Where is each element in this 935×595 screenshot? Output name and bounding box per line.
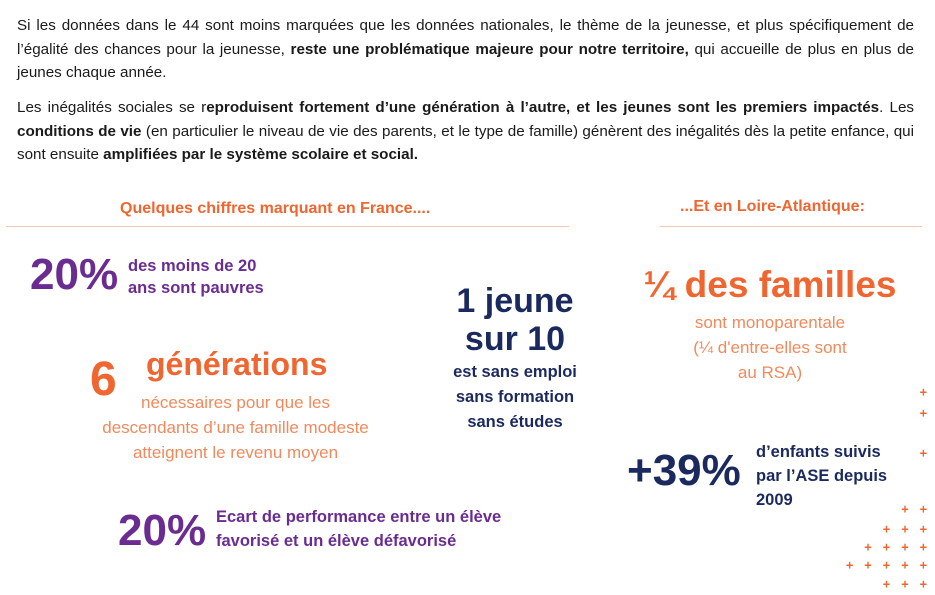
stat-poverty-value: 20% bbox=[30, 250, 119, 299]
plus-pattern-row-3: + bbox=[919, 446, 929, 460]
stat-ase-line3: 2009 bbox=[756, 491, 793, 509]
stat-families-value: ¼ des familles bbox=[643, 264, 897, 305]
plus-pattern-row-8: + + + bbox=[882, 577, 929, 591]
plus-pattern-row-4: + + bbox=[901, 502, 929, 516]
p2-bold-amplified: amplifiées par le système scolaire et social. bbox=[103, 146, 419, 163]
plus-pattern-row-2: + bbox=[919, 406, 929, 420]
stat-families-line2: (¼ d'entre-elles sont bbox=[693, 338, 847, 357]
stat-ase-line2: par l’ASE depuis bbox=[756, 467, 888, 485]
stat-youth-line2: sur 10 bbox=[464, 320, 566, 358]
stat-ase-value: +39% bbox=[627, 446, 741, 495]
stat-youth-desc2: sans formation bbox=[455, 388, 575, 406]
loire-section-title: ...Et en Loire-Atlantique: bbox=[680, 198, 865, 215]
stat-performance-value: 20% bbox=[118, 506, 207, 555]
p2-bold-conditions: conditions de vie bbox=[17, 122, 142, 140]
stat-families-line1: sont monoparentale bbox=[694, 313, 846, 332]
france-divider bbox=[6, 226, 569, 227]
stat-generations-desc bbox=[84, 390, 387, 465]
p1-text-c: qui accueille de plus en plus de jeunes chaque année. bbox=[17, 40, 914, 81]
stat-generations-line2: descendants d’une famille modeste bbox=[102, 418, 369, 437]
plus-pattern-row-7: + + + + + bbox=[845, 558, 929, 572]
stat-families-desc bbox=[620, 310, 920, 385]
stat-poverty-desc bbox=[128, 255, 264, 299]
stat-generations-line1: nécessaires pour que les bbox=[140, 393, 330, 412]
stat-youth-desc3: sans études bbox=[467, 413, 563, 431]
plus-pattern-row-1: + bbox=[919, 385, 929, 399]
stat-generations-label: générations bbox=[146, 346, 328, 382]
stat-poverty-line1: des moins de 20 bbox=[128, 257, 257, 275]
stat-performance-line2: favorisé et un élève défavorisé bbox=[216, 532, 457, 550]
loire-divider bbox=[660, 226, 922, 227]
p2-bold-reproduction: eproduisent fortement d’une génération à l’autre, et les jeunes sont les premiers impactés bbox=[206, 99, 880, 116]
france-section-title: Quelques chiffres marquant en France.... bbox=[120, 200, 431, 217]
intro-paragraph-1 bbox=[17, 14, 914, 85]
stat-generations-line3: atteignent le revenu moyen bbox=[132, 443, 339, 462]
stat-performance-desc bbox=[216, 505, 501, 553]
stat-generations-value: 6 bbox=[90, 353, 117, 406]
stat-youth-desc bbox=[435, 360, 595, 435]
p2-text-a: Les inégalités sociales se r bbox=[17, 99, 207, 116]
stat-ase-desc bbox=[756, 440, 887, 512]
stat-ase-line1: d’enfants suivis bbox=[756, 443, 881, 461]
stat-poverty-line2: ans sont pauvres bbox=[128, 279, 264, 297]
stat-youth-desc1: est sans emploi bbox=[453, 363, 577, 381]
intro-paragraph-2 bbox=[17, 96, 914, 167]
stat-performance-line1: Ecart de performance entre un élève bbox=[216, 508, 502, 526]
p2-text-c: . Les bbox=[879, 99, 914, 116]
plus-pattern-row-6: + + + + bbox=[864, 540, 929, 554]
stat-youth-value bbox=[435, 282, 595, 358]
stat-youth-line1: 1 jeune bbox=[456, 282, 574, 320]
stat-families-line3: au RSA) bbox=[737, 363, 803, 382]
plus-pattern-row-5: + + + bbox=[882, 522, 929, 536]
p2-text-e: (en particulier le niveau de vie des parents, et le type de famille) génèrent des inégalités dès la petite enfance, qui sont ensuite bbox=[17, 122, 914, 163]
p1-text-a: Si les données dans le 44 sont moins marquées que les données nationales, le thème de la jeunesse, et plus spécifiquement de l’égalité des chances pour la jeunesse, bbox=[17, 17, 914, 58]
p1-bold-territory: reste une problématique majeure pour notre territoire, bbox=[290, 40, 689, 58]
